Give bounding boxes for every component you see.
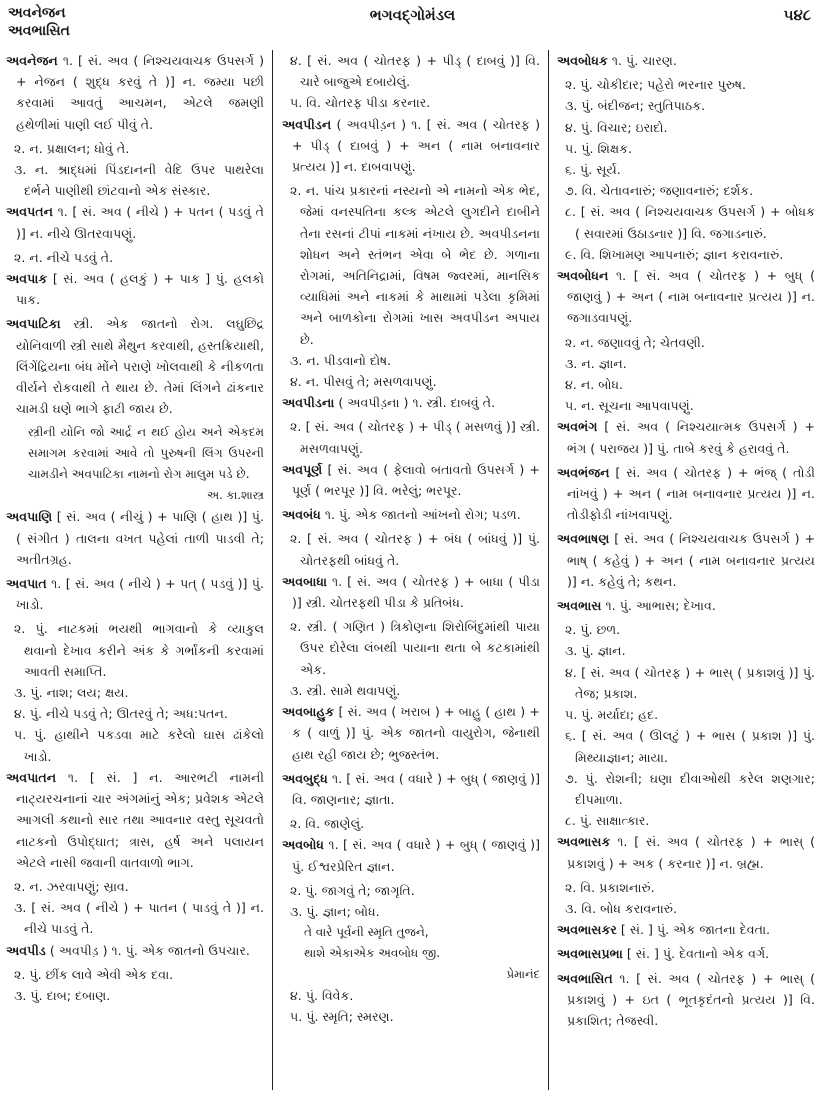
entry-definition <box>282 768 540 810</box>
headword: અવબોધક <box>557 53 608 68</box>
definition-text: [ સં. અવ ( નિશ્ચયવાચક ઉપસર્ગ ) + ભાષ્ ( કહેવું ) + અન ( નામ બનાવનાર પ્રત્યય )] ન. કહેવું તે; કથન. <box>567 531 815 589</box>
quote-source: અ. કા.શાસ્ત્ર <box>206 488 264 503</box>
dictionary-entry <box>557 595 815 831</box>
definition-text: ૧. [ સં. અવ ( વધારે ) + બુધ્ ( જાણવું )] પું. ઈશ્વરપ્રેરિત જ્ઞાન. <box>292 837 540 874</box>
definition-text: ( અવપીડ઼ના ) ૧. સ્ત્રી. દાબવું તે. <box>338 395 496 411</box>
dictionary-entry <box>6 940 264 1007</box>
sense-line: ૫. વિ. ચોતરફ પીડા કરનાર. <box>290 95 431 111</box>
sense-line: ૪. ન. પીસવું તે; મસળવાપણું. <box>290 374 437 390</box>
column-divider <box>548 50 549 1090</box>
column-2 <box>282 50 540 1028</box>
entry-definition <box>6 201 264 243</box>
entry-definition <box>6 268 264 310</box>
entry-definition <box>557 595 815 616</box>
sense-line: ૫. પું. હાથીને પકડવા માટે કરેલો ઘાસ ઢાંકેલો ખાડો. <box>14 727 264 764</box>
quote-line: તે વારે પૂર્વની સ્મૃતિ તુજને, <box>304 925 429 940</box>
dictionary-entry <box>282 392 540 459</box>
definition-text: [ સં. અવ ( ખરાબ ) + બાહુ ( હાથ ) + ક ( વાળું )] પું. એક જાતનો વાયુરોગ, જેનાથી હાથ રહી જાય છે; ભુજસ્તંભ. <box>292 704 540 762</box>
sense-line: ૩. ન. પીડવાનો દોષ. <box>290 352 392 368</box>
sense-line: ૩. પું. જ્ઞાન; બોધ. <box>290 903 380 919</box>
sense-line: ૮. પું. સાક્ષાત્કાર. <box>565 813 650 829</box>
entry-definition <box>6 506 264 570</box>
dictionary-entry <box>282 834 540 1027</box>
column-1 <box>6 50 264 1006</box>
headword: અવપાટિકા <box>6 316 61 332</box>
entry-definition <box>282 834 540 876</box>
sense-line: ૩. પું. દાબ; દબાણ. <box>14 987 111 1003</box>
sense-line: ૩. પું. નાશ; લય; ક્ષય. <box>14 685 129 701</box>
headword: અવબુદ્ધ <box>282 770 328 786</box>
headword: અવપીડ <box>6 942 46 958</box>
definition-text: ૧. [ સં. અવ ( ચોતરફ ) + ભાસ્ ( પ્રકાશવું ) + ઇત ( ભૂતકૃદંતનો પ્રત્યય )] વિ. પ્રકાશિત; તેજસ્વી. <box>567 970 815 1028</box>
entry-definition <box>557 416 815 458</box>
sense-line: ૪. પું. નીચે પડવું તે; ઊતરવું તે; અધ:પતન. <box>14 706 228 722</box>
sense-line: ૨. વિ. જાણેલું. <box>290 816 365 832</box>
headword: અવબંધ <box>282 507 321 523</box>
entry-definition <box>6 50 264 135</box>
sense-line: ૭. વિ. ચેતાવનારું; જણાવનારું; દર્શક. <box>565 183 754 199</box>
definition-text: ૧. પું. આભાસ; દેખાવ. <box>605 598 716 614</box>
sense-line: ૬. [ સં. અવ ( ઊલટું ) + ભાસ ( પ્રકાશ )] પું. મિથ્યાજ્ઞાન; માયા. <box>565 728 815 765</box>
entry-definition <box>557 528 815 592</box>
headword: અવબોધન <box>557 268 609 284</box>
citation-quote <box>6 422 264 506</box>
sense-line: ૨. ન. ઝરવાપણું; સ્રાવ. <box>14 878 129 894</box>
entry-definition <box>6 573 264 615</box>
headword: અવભંજન <box>557 464 610 480</box>
sense-line: ૪. પું. વિવેક. <box>290 988 354 1004</box>
entry-definition <box>282 504 540 525</box>
definition-text: ૧. [ સં. અવ ( ચોતરફ ) + બાધા ( પીડા )] સ્ત્રી. ચોતરફથી પીડા કે પ્રતિબંધ. <box>292 573 540 611</box>
sense-line: ૫. પું. સ્મૃતિ; સ્મરણ. <box>290 1009 394 1025</box>
sense-line: ૨. ન. જણાવવું તે; ચેતવણી. <box>565 334 705 350</box>
definition-text: [ સં. અવ ( નીચું ) + પાણિ ( હાથ )] પું. ( સંગીત ) તાલના વખત પહેલાં તાળી પાડવી તે; અતીતગ્રહ. <box>16 509 264 567</box>
page-number: ૫૪૮ <box>783 6 811 24</box>
entry-definition <box>6 313 264 419</box>
headword: અવભંગ <box>557 419 598 435</box>
sense-line: ૩. ન. જ્ઞાન. <box>565 355 627 371</box>
sense-line: ૩. પું. બંદીજન; સ્તુતિપાઠક. <box>565 98 706 114</box>
dictionary-entry <box>557 462 815 526</box>
sense-line: ૪. [ સં. અવ ( ચોતરફ ) + પીડ્ ( દાબવું )] વિ. ચારે બાજુએ દબાયેલું. <box>290 53 540 90</box>
headword: અવભાસક <box>557 834 611 850</box>
definition-text: [ સં. અવ ( ફેલાવો બતાવતો ઉપસર્ગ ) + પૂર્ણ ( ભરપૂર )] વિ. ભરેલું; ભરપૂર. <box>292 461 540 499</box>
sense-line: ૪. પું. વિચાર; ઇરાદો. <box>565 119 668 135</box>
sense-line: ૫. પું. શિક્ષક. <box>565 140 633 156</box>
dictionary-entry <box>557 831 815 919</box>
definition-text: ૧. પું. ચારણ. <box>611 53 677 68</box>
sense-line: ૨. ન. પાંચ પ્રકારનાં નસ્યનો એ નામનો એક ભેદ, જેમાં વનસ્પતિના કલ્ક એટલે લુગદીને દાબીને તેના રસનાં ટીપાં નાકમાં નંખાય છે. અવપીડનના શોધન અને સ્તંભન એવા બે ભેદ છે. ગળાના રોગમાં, અતિનિદ્રામાં, વિષમ જ્વરમાં, માનસિક વ્યાધિમાં અને નાકમાં કે માથામાં પડેલા કૃમિમાં અને બાળકોના રોગમાં ખાસ અવપીડન અપાય છે. <box>290 183 540 347</box>
sense-line: ૩. સ્ત્રી. સામે થવાપણું. <box>290 682 401 698</box>
quote-source: પ્રેમાનંદ <box>506 967 540 982</box>
headword: અવપૂર્ણ <box>282 461 323 477</box>
sense-line: ૮. [ સં. અવ ( નિશ્ચયવાચક ઉપસર્ગ ) + બોધક ( સવારમાં ઉઠાડનાર )] વિ. જગાડનારું. <box>565 204 815 241</box>
sense-line: ૨. [ સં. અવ ( ચોતરફ ) + બંધ ( બાંધવું )] પું. ચોતરફથી બાંધવું તે. <box>290 531 540 568</box>
sense-line: ૫. પું. મર્યાદા; હદ. <box>565 707 659 723</box>
entry-definition <box>6 940 264 961</box>
sense-line: ૪. [ સં. અવ ( ચોતરફ ) + ભાસ્ ( પ્રકાશવું )] પું. તેજ; પ્રકાશ. <box>565 664 815 701</box>
dictionary-entry <box>557 265 815 416</box>
headword: અવભાષણ <box>557 531 610 547</box>
headword: અવપાતન <box>6 769 57 785</box>
sense-line: ૨. વિ. પ્રકાશનારું. <box>565 879 655 895</box>
sense-line: ૬. પું. સૂર્ય. <box>565 162 621 178</box>
definition-text: ૧. [ સં. અવ ( ચોતરફ ) + બુધ્ ( જાણવું ) + અન ( નામ બનાવનાર પ્રત્યય )] ન. જગાડવાપણું. <box>567 268 815 326</box>
dictionary-entry <box>282 768 540 835</box>
quote-line: સ્ત્રીની યોનિ જો આર્દ્ર ન થઈ હોય અને એકદમ સમાગમ કરવામાં આવે તો પુરુષની લિંગ ઉપરની ચામડીને અવપાટિકા નામનો રોગ માલુમ પડે છે. <box>28 425 264 482</box>
headword: અવબોધ <box>282 837 324 853</box>
dictionary-entry <box>557 528 815 592</box>
headword: અવપીડન <box>282 116 332 132</box>
guide-word-first: અવનેજન <box>8 5 66 21</box>
dictionary-entry <box>282 571 540 701</box>
headword: અવબાહુક <box>282 704 335 720</box>
sense-line: ૩. વિ. બોધ કરાવનારું. <box>565 900 677 916</box>
sense-line: ૩. ન. શ્રાદ્ધમાં પિંડદાનની વેદિ ઉપર પાથરેલા દર્ભને પાણીથી છાંટવાનો એક સંસ્કાર. <box>14 162 264 199</box>
definition-text: [ સં. ] પું. એક જાતના દેવતા. <box>620 922 771 938</box>
definition-text: ૧. [ સં. અવ ( નીચે ) + પત્ ( પડવું )] પું. ખાડો. <box>16 576 264 613</box>
definition-text: સ્ત્રી. એક જાતનો રોગ. લઘુછિદ્ર યોનિવાળી સ્ત્રી સાથે મૈથુન કરવાથી, હસ્તક્રિયાથી, લિંગેંદ્રિયના બંધ મોંને પરાણે ખોલવાથી કે નીકળતા વીર્યને રોકવાથી તે થાય છે. તેમાં લિંગને ઢાંકનાર ચામડી ઘણે ભાગે ફાટી જાય છે. <box>16 316 264 417</box>
sense-line: ૨. પું. નાટકમાં ભયથી ભાગવાનો કે વ્યાકુલ થવાનો દેખાવ કરીને અંક કે ગર્ભાંકની કરવામાં આવતી સમાપ્તિ. <box>14 621 264 679</box>
entry-definition <box>282 114 540 178</box>
headword: અવપાત <box>6 576 47 592</box>
sense-line: ૫. ન. સૂચના આપવાપણું. <box>565 398 694 414</box>
definition-text: [ સં. અવ ( નિશ્ચયાત્મક ઉપસર્ગ ) + ભંગ ( પરાજય )] પું. તાબે કરવું કે હરાવવું તે. <box>567 419 815 456</box>
definition-text: ૧. [ સં. અવ ( ચોતરફ ) + ભાસ્ ( પ્રકાશવું ) + અક ( કરનાર )] ન. બ્રહ્મ. <box>567 834 815 871</box>
dictionary-entry <box>557 943 815 964</box>
entry-definition <box>557 919 815 940</box>
sense-line: ૨. સ્ત્રી. ( ગણિત ) ત્રિકોણના શિરોબિંદુમાંથી પાયા ઉપર દોરેલા લંબથી પાયાના થતા બે કટકામાંથી એક. <box>290 619 540 677</box>
citation-quote <box>282 922 540 985</box>
definition-text: ( અવપીડ઼ ) ૧. પું. એક જાતનો ઉપચાર. <box>49 942 250 958</box>
dictionary-entry <box>557 50 815 265</box>
sense-line: ૨. પું. જાગવું તે; જાગૃતિ. <box>290 882 415 898</box>
dictionary-entry <box>6 50 264 201</box>
dictionary-entry <box>6 573 264 767</box>
sense-line: ૨. [ સં. અવ ( ચોતરફ ) + પીડ્ ( મસળવું )] સ્ત્રી. મસળવાપણું. <box>290 419 540 456</box>
headword: અવભાસકર <box>557 922 617 938</box>
definition-text: ૧. પું. એક જાતનો આંખનો રોગ; પડળ. <box>324 507 521 523</box>
headword: અવપતન <box>6 204 54 220</box>
sense-line: ૩. પું. જ્ઞાન. <box>565 643 626 659</box>
definition-text: ૧. [ સં. અવ ( નીચે ) + પતન ( પડવું તે )] ન. નીચે ઊતરવાપણું. <box>16 204 264 241</box>
headword: અવભાસ <box>557 598 602 614</box>
entry-definition <box>282 571 540 613</box>
definition-text: ૧. [ સં. અવ ( વધારે ) + બુધ્ ( જાણવું )] વિ. જાણનાર; જ્ઞાતા. <box>292 770 540 807</box>
definition-text: ૧. [ સં. અવ ( નિશ્ચયવાચક ઉપસર્ગ ) + નેજન ( શુદ્ધ કરવું તે )] ન. જમ્યા પછી કરવામાં આવતું આચમન, એટલે જમણી હથેળીમાં પાણી લઈ પીવું તે. <box>16 53 264 132</box>
sense-line: ૭. પું. રોશની; ઘણા દીવાઓથી કરેલ શણગાર; દીપમાળા. <box>565 770 815 807</box>
entry-definition <box>282 459 540 501</box>
dictionary-entry <box>557 919 815 940</box>
dictionary-entry <box>282 114 540 393</box>
sense-line: ૨. ન. નીચે પડવું તે. <box>14 249 114 265</box>
dictionary-entry <box>6 201 264 268</box>
definition-text: [ સં. અવ ( હલકું ) + પાક ] પું. હલકો પાક. <box>16 271 264 308</box>
headword: અવપાણિ <box>6 509 53 525</box>
sense-line: ૩. [ સં. અવ ( નીચે ) + પાતન ( પાડવું તે )] ન. નીચે પાડવું તે. <box>14 900 264 937</box>
sense-line: ૨. પું. છીંક લાવે એવી એક દવા. <box>14 966 174 982</box>
definition-text: [ સં. ] પું. દેવતાનો એક વર્ગ. <box>626 946 770 962</box>
sense-line: ૨. ન. પ્રક્ષાલન; ધોવું તે. <box>14 140 130 156</box>
column-divider <box>272 50 273 1090</box>
headword: અવબાધા <box>282 573 327 589</box>
page-title: ભગવદ્ગોમંડલ <box>369 6 456 24</box>
definition-text: ૧. [ સં. ] ન. આરભટી નામની નાટ્યરચનાનાં ચાર અંગમાંનું એક; પ્રવેશક એટલે આગલી કથાનો સાર તથા આવનાર વસ્તુ સૂચવતો નાટકનો ઉપોદ્‌ઘાત; ત્રાસ, હર્ષ અને પલાયન એટલે નાસી જવાની વાતવાળો ભાગ. <box>16 769 264 870</box>
entry-definition <box>557 265 815 329</box>
headword: અવભાસપ્રભા <box>557 946 623 962</box>
entry-definition <box>557 50 815 71</box>
dictionary-entry <box>6 767 264 940</box>
dictionary-entry <box>282 701 540 765</box>
entry-definition <box>6 767 264 873</box>
definition-text: ( અવપીડ઼ન ) ૧. [ સં. અવ ( ચોતરફ ) + પીડ્ ( દાબવું ) + અન ( નામ બનાવનાર પ્રત્યય )] ન. દાબવાપણું. <box>292 116 540 175</box>
dictionary-entry <box>282 459 540 501</box>
definition-text: [ સં. અવ ( ચોતરફ ) + ભંજ્ ( તોડી નાંખવું ) + અન ( નામ બનાવનાર પ્રત્યય )] ન. તોડીફોડી નાંખવાપણું. <box>567 464 815 523</box>
dictionary-entry <box>557 968 815 1032</box>
headword: અવનેજન <box>6 53 58 68</box>
entry-definition <box>557 831 815 873</box>
sense-line: ૨. પું. છળ. <box>565 622 621 638</box>
headword: અવપાક <box>6 271 48 287</box>
entry-definition <box>557 462 815 526</box>
sense-line: ૯. વિ. શિખામણ આપનારું; જ્ઞાન કરાવનારું. <box>565 246 784 262</box>
column-3 <box>557 50 815 1034</box>
dictionary-entry <box>282 504 540 571</box>
entry-definition <box>557 943 815 964</box>
dictionary-entry <box>6 268 264 310</box>
quote-line: થાશે એકાએક અવબોધ જી. <box>304 946 441 961</box>
entry-definition <box>282 701 540 765</box>
dictionary-entry <box>6 313 264 506</box>
headword: અવપીડના <box>282 395 335 411</box>
entry-definition <box>282 392 540 413</box>
dictionary-entry <box>557 416 815 458</box>
headword: અવભાસિત <box>557 970 613 986</box>
dictionary-entry <box>6 506 264 570</box>
guide-word-last: અવભાસિત <box>8 23 70 39</box>
entry-definition <box>557 968 815 1032</box>
sense-line: ૨. પું. ચોકીદાર; પહેરો ભરનાર પુરુષ. <box>565 77 746 93</box>
sense-line: ૪. ન. બોધ. <box>565 377 624 393</box>
